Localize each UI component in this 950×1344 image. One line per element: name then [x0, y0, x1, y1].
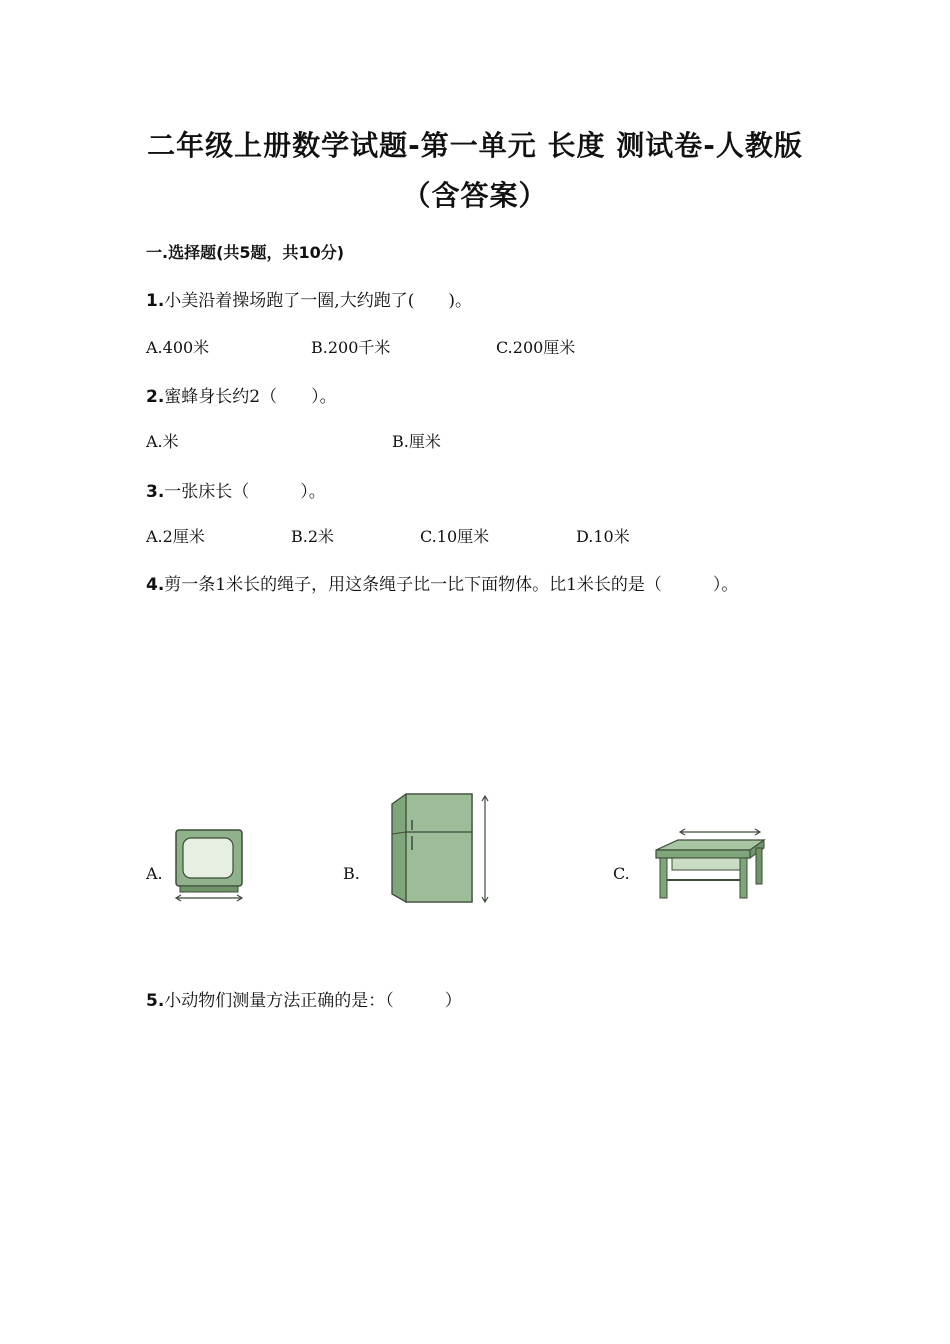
question-1 — [146, 286, 472, 311]
option-b: B.厘米 — [392, 432, 441, 451]
page-title: 二年级上册数学试题-第一单元 长度 测试卷-人教版 — [147, 129, 803, 162]
question-number: 5. — [146, 991, 165, 1011]
question-text: 一张床长（ ）。 — [164, 482, 326, 502]
option-a: A.400米 — [146, 338, 210, 357]
question-2 — [146, 382, 337, 407]
option-a: A.2厘米 — [146, 527, 205, 546]
question-text: 剪一条1米长的绳子，用这条绳子比一比下面物体。比1米长的是（ ）。 — [164, 575, 739, 595]
question-text: 小美沿着操场跑了一圈,大约跑了( )。 — [164, 291, 472, 311]
option-b: B.200千米 — [311, 338, 391, 357]
option-a: A. — [146, 864, 163, 883]
option-b: B.2米 — [291, 527, 335, 546]
question-5 — [146, 986, 462, 1011]
option-c: C. — [613, 864, 630, 883]
option-b: B. — [343, 864, 360, 883]
tv-icon — [172, 826, 248, 908]
question-text: 小动物们测量方法正确的是：（ ） — [164, 991, 462, 1011]
question-4 — [146, 570, 738, 595]
option-c: C.10厘米 — [420, 527, 490, 546]
question-text: 蜜蜂身长约2（ ）。 — [164, 387, 337, 407]
question-number: 4. — [146, 575, 165, 595]
question-3 — [146, 477, 326, 502]
question-number: 3. — [146, 482, 165, 502]
option-a: A.米 — [146, 432, 179, 451]
question-number: 2. — [146, 387, 165, 407]
page-subtitle: （含答案） — [402, 179, 548, 212]
question-number: 1. — [146, 291, 165, 311]
option-d: D.10米 — [576, 527, 630, 546]
option-c: C.200厘米 — [496, 338, 576, 357]
refrigerator-icon — [388, 790, 494, 912]
table-icon — [652, 824, 768, 906]
section-heading: 一.选择题(共5题，共10分) — [146, 243, 345, 262]
